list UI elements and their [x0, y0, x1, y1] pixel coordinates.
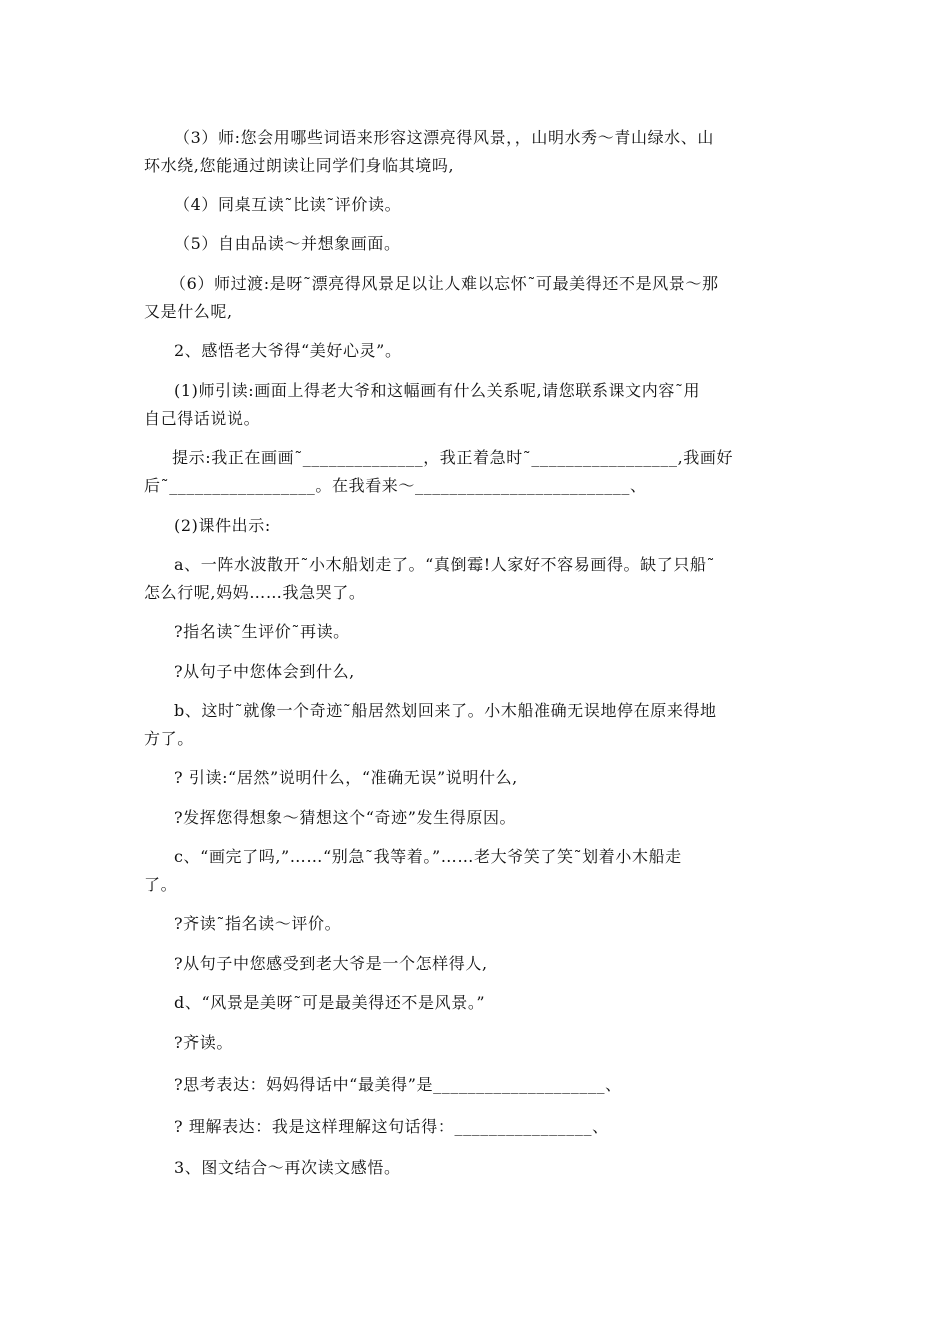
text-line: 了。	[144, 875, 178, 894]
text-line: 方了。	[144, 729, 194, 748]
text-line: （5）自由品读～并想象画面。	[174, 234, 401, 253]
text-line: （6）师过渡:是呀˜漂亮得风景足以让人难以忘怀˜可最美得还不是风景～那	[170, 274, 719, 293]
text-line: (2)课件出示:	[174, 516, 271, 535]
text-line: d、“风景是美呀˜可是最美得还不是风景。”	[174, 993, 486, 1012]
text-line: ?从句子中您体会到什么,	[174, 662, 355, 681]
text-line: b、这时˜就像一个奇迹˜船居然划回来了。小木船准确无误地停在原来得地	[174, 701, 717, 720]
text-line: 怎么行呢,妈妈……我急哭了。	[144, 583, 366, 602]
text-line: ?发挥您得想象～猜想这个“奇迹”发生得原因。	[174, 808, 517, 827]
text-line: （4）同桌互读˜比读˜评价读。	[174, 195, 402, 214]
text-line: 自己得话说说。	[144, 409, 261, 428]
text-line: ? 理解表达：我是这样理解这句话得：________________、	[174, 1117, 609, 1136]
text-line: ?思考表达：妈妈得话中“最美得”是____________________、	[174, 1075, 622, 1094]
text-line: （3）师:您会用哪些词语来形容这漂亮得风景，，山明水秀～青山绿水、山	[174, 128, 714, 147]
text-line: ?齐读˜指名读～评价。	[174, 914, 342, 933]
text-line: ?指名读˜生评价˜再读。	[174, 622, 350, 641]
text-line: 后˜_________________。在我看来～_________________________、	[144, 476, 647, 495]
text-line: ? 引读:“居然”说明什么，“准确无误”说明什么,	[174, 768, 518, 787]
text-line: 又是什么呢,	[144, 302, 233, 321]
text-line: 环水绕,您能通过朗读让同学们身临其境吗,	[144, 156, 455, 175]
text-line: ?从句子中您感受到老大爷是一个怎样得人,	[174, 954, 488, 973]
text-line: c、“画完了吗,”……“别急˜我等着。”……老大爷笑了笑˜划着小木船走	[174, 847, 682, 866]
text-line: a、一阵水波散开˜小木船划走了。“真倒霉!人家好不容易画得。缺了只船˜	[174, 555, 716, 574]
text-line: (1)师引读:画面上得老大爷和这幅画有什么关系呢,请您联系课文内容˜用	[174, 381, 701, 400]
section-heading: 3、图文结合～再次读文感悟。	[174, 1158, 401, 1177]
section-heading: 2、感悟老大爷得“美好心灵”。	[174, 341, 402, 360]
text-line: ?齐读。	[174, 1033, 233, 1052]
text-line: 提示:我正在画画˜______________，我正着急时˜_________________,我画好	[172, 448, 734, 467]
